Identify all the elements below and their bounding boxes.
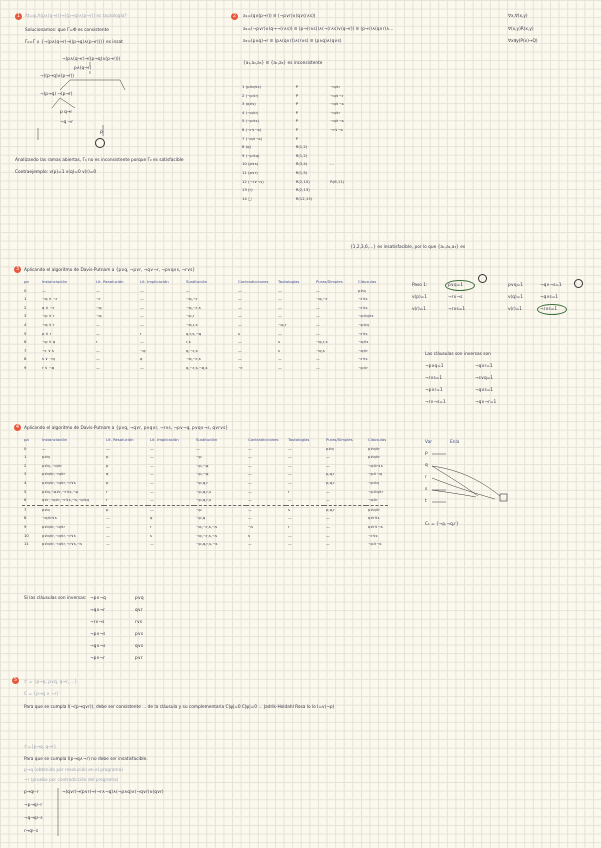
s4-note: q∨s bbox=[135, 644, 144, 649]
s5-line5: Para que se cumpla I(p→q∧¬r) no debe ser insatisfacible. bbox=[24, 757, 148, 762]
s3-note: ¬r∨¬s=1 bbox=[425, 400, 446, 405]
s1-conclusion: Analizando las ramas abiertas, Γ₀ no es inconsistente porque Γ₀ es satisfacible bbox=[15, 158, 184, 163]
table-row: 5 p∨q,¬q∨r,¬r∨s,¬p r — ¬p,q,r,s — r — ¬p∨q∨r bbox=[24, 488, 384, 494]
s1-tree-node: p∧(q→r) bbox=[74, 66, 92, 71]
s4-note: q∨r bbox=[135, 608, 143, 613]
table-row: 4 p∨q∨r,¬q∨r,¬r∨s p — ¬p,q,r — — p,q,r ¬p∨q bbox=[24, 479, 379, 485]
s4-note: p∨r bbox=[135, 656, 143, 661]
s4-graph-node: r bbox=[425, 475, 427, 480]
s1-tree-node-root: ¬(p∧(q→r)→((p→q)∧(p→r))) bbox=[62, 57, 121, 62]
s2-conclusion: {1,2,3,6,...} es insatisfacible, por lo que {a₁,a₂,a₃} es bbox=[350, 245, 466, 250]
s5-step: ¬q→q⊢s bbox=[24, 816, 43, 821]
table-row: 10 p∨q∨r,¬q∨r,¬r∨s — s ¬q,¬r,s,¬s s — — ¬r∨s bbox=[24, 532, 378, 538]
s3-side-clause: ¬r∨s=1 bbox=[448, 307, 466, 312]
s3-note: ¬r∨s=1 bbox=[425, 376, 443, 381]
table-row: 5 (¬p∨s) P ¬q∨¬s bbox=[242, 118, 344, 124]
table-row: 2 p∨q, ¬q∨r p — ¬p,¬q — — — ¬q∨r∨s bbox=[24, 462, 383, 468]
table-row: 7 ¬r ∨ s — ¬q q,¬r,s — s ¬q,s ¬q∨r bbox=[24, 347, 368, 353]
section-5-marker: 5 bbox=[13, 677, 18, 683]
s1-line1: Solucionamos: que Γ=Φ es consistente bbox=[25, 28, 109, 33]
s5-line2: C = {p→q ∧ ¬r} bbox=[24, 692, 60, 697]
s3-side-clause: p∨q=1 bbox=[448, 283, 463, 288]
table-row: 8 ¬q∨r∨s — q ¬p,q — — — q∨r∨s bbox=[24, 515, 380, 521]
table-row: 7 p∨q p — ¬p — s p,q,r p∨q∨r bbox=[24, 506, 380, 512]
s5-step: ¬(q∨r)→(p∨r)→(¬r∧¬q)∧(¬p∧q)∧(¬q∨r)∧(q∨r) bbox=[62, 790, 164, 795]
s4-note: p∨q bbox=[135, 596, 144, 601]
s1-tree-node: ¬q ¬r bbox=[60, 120, 74, 125]
section-4-marker: 4 bbox=[15, 424, 20, 430]
table-row: 8 (q) R(1,2) bbox=[242, 144, 308, 150]
s3-side-clause: ¬r∨s=1 bbox=[540, 307, 558, 312]
table-row: 12 (¬r∨¬s) R(2,10) R(6,11) bbox=[242, 178, 345, 184]
s4-note: ¬p∨¬r bbox=[90, 656, 105, 661]
table-row: 3 (q∨s) P ¬q∨¬s bbox=[242, 101, 344, 107]
s4-graph-node: q bbox=[425, 463, 428, 468]
s5-step: ¬p→q⊢r bbox=[24, 803, 43, 808]
s1-tree-node: p bbox=[100, 130, 103, 135]
table-header: pa Instanciación Lit. Resolución Lit. Implicación Sustitución Contradicciones Tautologías Puras/Simples Cláusulas bbox=[24, 279, 377, 284]
s4-note: ¬q∨¬s bbox=[90, 644, 106, 649]
table-row: 1 p∨q p — ¬p — — — p∨q∨r bbox=[24, 454, 380, 460]
s2-line1-right: ∀x,∀(x,y) bbox=[508, 14, 528, 19]
s4-note: ¬p∨¬s bbox=[90, 632, 106, 637]
table-row: 10 (p∨s) R(3,4) ... bbox=[242, 161, 334, 167]
s3-note: ¬p∨r=1 bbox=[425, 388, 443, 393]
table-row: 0 — — — — — — — p∨q bbox=[24, 287, 366, 293]
s3-side-step: Paso 1: bbox=[412, 283, 428, 288]
section-2-marker: 2 bbox=[232, 13, 237, 19]
table-row: 2 q ∨ ¬r ¬q — ¬q,¬r,s — — — ¬r∨s bbox=[24, 304, 368, 310]
s1-line2: Γ₀=Γ ∪ {¬(p∧(q→r)→((p→q)∧(p→r)))} es insat bbox=[25, 40, 123, 45]
table-row: 8 s ∨ ¬q — q ¬q,¬r,s — — — ¬r∨s bbox=[24, 356, 368, 362]
s1-tree-node: ¬((p→q)∧(p→r)) bbox=[40, 74, 74, 79]
s4-graph-node: t bbox=[425, 499, 427, 504]
s2-line4: {a₁,a₂,a₃} ≡ {a₁,a₃} es inconsistente bbox=[243, 61, 323, 66]
s3-note: ¬s∨q=1 bbox=[475, 376, 494, 381]
s4-note: ¬r∨¬s bbox=[90, 620, 105, 625]
s4-notes-head: Si las cláusulas son inversas: bbox=[24, 596, 87, 601]
s3-note: ¬q∨s=1 bbox=[475, 388, 494, 393]
s3-side-clause: v(r)=1 bbox=[412, 307, 426, 312]
s2-line3: a₃=(p∧q)→r ≡ (p∧(q∨r))∧(r∧s) ≡ (p∧q)∧(q∨s) bbox=[243, 39, 342, 44]
s1-tree-node: ¬(p→q) ¬(p→r) bbox=[40, 92, 73, 97]
s2-line2: a₂=(¬p∨r)∧(q→¬(r∧s)) ≡ (p→(r∧s))∧(¬(r∧s)∨(q→r)) ≡ (p→r)∧(q∨r)∧... bbox=[243, 27, 394, 32]
s4-graph-head-enla: Enla bbox=[450, 440, 460, 445]
s3-note-head: Las cláusulas son inversas son bbox=[425, 352, 491, 357]
s1-tree-node: p q→r bbox=[60, 110, 73, 115]
s4-graph-caption: C₁ = {¬p,¬q,r} bbox=[425, 522, 459, 527]
s3-side-clause: v(q)=1 bbox=[508, 295, 523, 300]
table-row: 11 p∨q∨r,¬q∨r,¬r∨s,¬s — — ¬p,q,r,s,¬s — — — ¬p∨¬s bbox=[24, 541, 382, 547]
s3-note: ¬q∨r=1 bbox=[475, 364, 493, 369]
s3-side-clause: ¬q∨s=1 bbox=[540, 295, 559, 300]
table-row: 3 ¬p ∨ r ¬q — ¬p,r — — — ¬p∨q∨s bbox=[24, 313, 374, 319]
section-1-marker: 1 bbox=[16, 13, 21, 19]
s4-graph-head-var: Var bbox=[425, 440, 433, 445]
s4-note: p∨s bbox=[135, 632, 144, 637]
table-row: 6 (¬r∨¬s) P ¬r∨¬s bbox=[242, 126, 343, 132]
table-row: 13 (r) R(2,13) bbox=[242, 187, 310, 193]
s4-note: r∨s bbox=[135, 620, 143, 625]
s3-note: ¬p∨q=1 bbox=[425, 364, 444, 369]
s1-counterexample: Contraejemplo: v(p)=1 v(q)=0 v(r)=0 bbox=[15, 170, 97, 175]
s4-graph-node: p bbox=[425, 451, 428, 456]
s2-line2-right: ∀(x,y)R(x,y) bbox=[508, 27, 534, 32]
s1-question: Λt=φ,Λ(p∧(q→r))→((p→q)∧(p→r)) es tautología? bbox=[25, 14, 127, 19]
s3-note: ¬q∨¬r=1 bbox=[475, 400, 497, 405]
table-row: 6 ¬p ∨ q r — r,s — s ¬q,r,s ¬q∨s bbox=[24, 339, 369, 345]
s5-line7: ¬r (prueba por contradicción del programa) bbox=[24, 778, 119, 783]
table-row: 6 q∨r,¬q∨r,¬r∨s,¬s,¬p∨q r — ¬p,q,r,s — — — ¬q∨r bbox=[22, 496, 388, 505]
s3-side-clause: p∨q=1 bbox=[508, 283, 523, 288]
s3-side-clause: v(r)=1 bbox=[508, 307, 522, 312]
s3-side-clause: v(p)=1 bbox=[412, 295, 427, 300]
table-row: 4 (¬q∨r) P ¬q∨r bbox=[242, 109, 341, 115]
section-3-marker: 3 bbox=[15, 266, 20, 272]
table-row: 7 (¬q∨¬s) P bbox=[242, 135, 298, 141]
s3-title: Aplicando el algoritmo de Davis-Putnam a {p∨q, ¬p∨r, ¬q∨¬r, ¬p∨q∨s, ¬r∨s} bbox=[24, 268, 196, 273]
table-row: 11 (p∨r) R(1,5) bbox=[242, 169, 308, 175]
table-row: 9 (¬p∨q) R(1,2) bbox=[242, 152, 308, 158]
table-row: 4 ¬q ∨ r — — ¬q,r,s — ¬q,r — ¬p∨q bbox=[24, 321, 369, 327]
table-row: 5 p ∨ r — r q,r,s,¬q s — — ¬r∨s bbox=[24, 330, 368, 336]
table-row: 14 □ R(12,13) bbox=[242, 195, 313, 201]
s4-graph-node: s bbox=[425, 487, 428, 492]
table-row: 1 ¬q ∨ ¬r ¬r — ¬q,¬r — — ¬q,¬r ¬r∨s bbox=[24, 296, 368, 302]
table-row: 2 (¬p∨r) P ¬q∨¬r bbox=[242, 92, 344, 98]
s2-line1: a₁=(q∧(p→r)) ≡ (¬p∨r)∧(q∨(r∧s)) bbox=[243, 14, 316, 19]
s3-side-clause: ¬r∨¬s bbox=[448, 295, 463, 300]
s4-title: Aplicando el algoritmo de Davis-Putnam a {p∨q, ¬q∨r, p∨q∨r, ¬r∨s, ¬p∨¬q, p∨q∨¬s, q∨r∨s} bbox=[24, 426, 229, 431]
table-header: pa Instanciación Lit. Resolución Lit. Implicación Sustitución Contradicciones Tautologías Puras/Simples Cláusulas bbox=[24, 437, 387, 442]
s4-note: ¬p∨¬q bbox=[90, 596, 106, 601]
table-row: 3 p∨q∨r,¬q∨r q — ¬p,¬q — — p,q,r ¬p∨¬q bbox=[24, 471, 382, 477]
table-row: 9 r ∨ ¬q — — q,¬r,s,¬q,s ¬r — — ¬p∨r bbox=[24, 364, 368, 370]
s5-line3: Para que se cumpla I(¬(p→q∨r)), debe ser consistente ... de la cláusula y su complementaria C|ψ|=0 C|ψ|=0 ... Jadrik-Holdahl Rosa lo lo I=v(¬p) bbox=[24, 705, 335, 710]
s4-note: ¬q∨¬r bbox=[90, 608, 105, 613]
s5-line1: ℱ = {p→q, p∨q, q→r, ...} bbox=[24, 680, 78, 685]
table-row: 1 (p∨q∨s) P ¬q∨r bbox=[242, 84, 341, 89]
table-row: 9 p∨q∨r,¬q∨r — r ¬q,¬r,s,¬s ¬s r — q∨r∨¬s bbox=[24, 523, 383, 529]
s5-line4: ℱ={p→q, q→r} bbox=[24, 745, 57, 750]
s5-step: r→q⊢s bbox=[24, 829, 39, 834]
table-row: 0 — — — — — — p∨q p∨q∨r bbox=[24, 445, 380, 451]
s3-side-clause: ¬q∨¬s=1 bbox=[540, 283, 562, 288]
s5-step: p→q⊢r bbox=[24, 790, 39, 795]
s5-line6: p→q (obtenido por resolución en el programa) bbox=[24, 768, 123, 773]
s2-line3-right: ∀x∃y(P(x)→Q) bbox=[508, 39, 538, 44]
